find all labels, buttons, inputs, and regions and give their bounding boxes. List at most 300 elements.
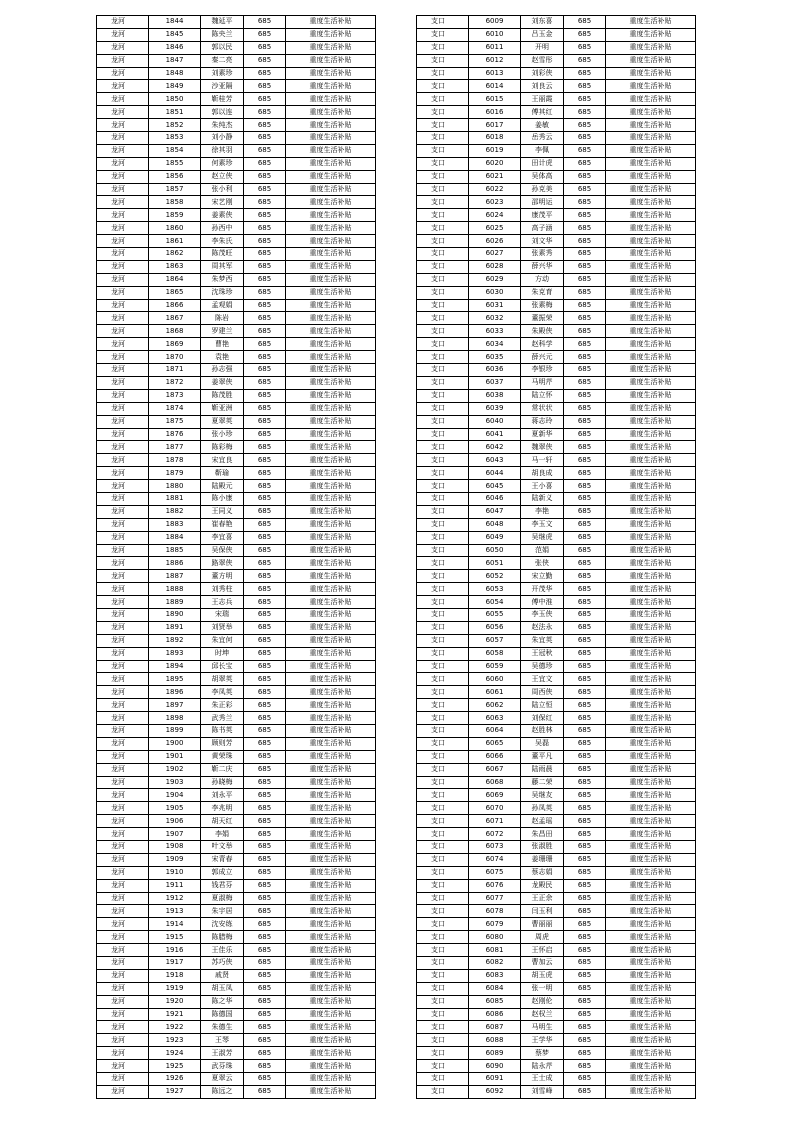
subsidy-type-cell: 重度生活补贴 (606, 634, 696, 647)
name-cell: 王怀启 (521, 944, 564, 957)
serial-number-cell: 6013 (469, 67, 521, 80)
region-cell: 支口 (417, 80, 469, 93)
name-cell: 姜素侠 (201, 209, 244, 222)
serial-number-cell: 6053 (469, 583, 521, 596)
amount-cell: 685 (564, 918, 606, 931)
table-row (97, 1008, 376, 1021)
table-row (97, 428, 376, 441)
serial-number-cell: 1851 (149, 106, 201, 119)
name-cell: 朱宜何 (201, 634, 244, 647)
subsidy-type-cell: 重度生活补贴 (606, 1047, 696, 1060)
amount-cell: 685 (244, 544, 286, 557)
table-row (97, 892, 376, 905)
region-cell: 龙河 (97, 1047, 149, 1060)
name-cell: 陈书英 (201, 724, 244, 737)
amount-cell: 685 (564, 828, 606, 841)
table-row (417, 428, 696, 441)
serial-number-cell: 1875 (149, 415, 201, 428)
name-cell: 周其军 (201, 260, 244, 273)
region-cell: 支口 (417, 376, 469, 389)
table-row (417, 750, 696, 763)
amount-cell: 685 (244, 518, 286, 531)
region-cell: 支口 (417, 1034, 469, 1047)
table-row (97, 454, 376, 467)
table-row (417, 957, 696, 970)
table-row (97, 957, 376, 970)
region-cell: 龙河 (97, 260, 149, 273)
serial-number-cell: 6028 (469, 260, 521, 273)
amount-cell: 685 (564, 737, 606, 750)
serial-number-cell: 6060 (469, 673, 521, 686)
region-cell: 支口 (417, 132, 469, 145)
table-row (417, 737, 696, 750)
serial-number-cell: 1920 (149, 995, 201, 1008)
region-cell: 龙河 (97, 415, 149, 428)
table-row (97, 338, 376, 351)
subsidy-type-cell: 重度生活补贴 (286, 16, 376, 29)
subsidy-type-cell: 重度生活补贴 (286, 544, 376, 557)
table-row (417, 789, 696, 802)
name-cell: 吴体高 (521, 170, 564, 183)
region-cell: 龙河 (97, 815, 149, 828)
name-cell: 钱君芬 (201, 879, 244, 892)
serial-number-cell: 1879 (149, 467, 201, 480)
serial-number-cell: 1884 (149, 531, 201, 544)
region-cell: 龙河 (97, 518, 149, 531)
serial-number-cell: 1886 (149, 557, 201, 570)
region-cell: 支口 (417, 106, 469, 119)
region-cell: 支口 (417, 802, 469, 815)
amount-cell: 685 (564, 660, 606, 673)
serial-number-cell: 6072 (469, 828, 521, 841)
name-cell: 刘永平 (201, 789, 244, 802)
name-cell: 刘良云 (521, 80, 564, 93)
serial-number-cell: 6055 (469, 608, 521, 621)
amount-cell: 685 (244, 209, 286, 222)
name-cell: 魏延平 (201, 16, 244, 29)
serial-number-cell: 1911 (149, 879, 201, 892)
serial-number-cell: 1860 (149, 222, 201, 235)
name-cell: 朱殿侠 (521, 325, 564, 338)
table-row (97, 93, 376, 106)
region-cell: 支口 (417, 673, 469, 686)
name-cell: 郭成立 (201, 866, 244, 879)
amount-cell: 685 (564, 351, 606, 364)
region-cell: 支口 (417, 428, 469, 441)
serial-number-cell: 1869 (149, 338, 201, 351)
name-cell: 姜敏 (521, 119, 564, 132)
name-cell: 李艳 (521, 505, 564, 518)
name-cell: 陈腊梅 (201, 931, 244, 944)
subsidy-type-cell: 重度生活补贴 (606, 621, 696, 634)
region-cell: 支口 (417, 351, 469, 364)
amount-cell: 685 (244, 467, 286, 480)
table-row (417, 196, 696, 209)
table-row (417, 712, 696, 725)
subsidy-type-cell: 重度生活补贴 (606, 802, 696, 815)
name-cell: 姜珊珊 (521, 853, 564, 866)
subsidy-type-cell: 重度生活补贴 (286, 351, 376, 364)
region-cell: 龙河 (97, 119, 149, 132)
amount-cell: 685 (244, 428, 286, 441)
serial-number-cell: 6083 (469, 969, 521, 982)
amount-cell: 685 (564, 325, 606, 338)
name-cell: 靳二庆 (201, 763, 244, 776)
table-row (97, 364, 376, 377)
amount-cell: 685 (564, 312, 606, 325)
serial-number-cell: 6038 (469, 389, 521, 402)
amount-cell: 685 (564, 931, 606, 944)
subsidy-type-cell: 重度生活补贴 (286, 660, 376, 673)
region-cell: 龙河 (97, 1021, 149, 1034)
table-row (417, 608, 696, 621)
region-cell: 龙河 (97, 1073, 149, 1086)
region-cell: 支口 (417, 260, 469, 273)
amount-cell: 685 (244, 67, 286, 80)
subsidy-type-cell: 重度生活补贴 (606, 1021, 696, 1034)
table-row (97, 80, 376, 93)
subsidy-type-cell: 重度生活补贴 (286, 776, 376, 789)
region-cell: 龙河 (97, 54, 149, 67)
name-cell: 王同义 (201, 505, 244, 518)
table-row (97, 1021, 376, 1034)
name-cell: 张一明 (521, 982, 564, 995)
name-cell: 藤二荣 (521, 776, 564, 789)
table-row (417, 531, 696, 544)
subsidy-type-cell: 重度生活补贴 (606, 1085, 696, 1098)
amount-cell: 685 (244, 480, 286, 493)
amount-cell: 685 (564, 583, 606, 596)
subsidy-type-cell: 重度生活补贴 (606, 480, 696, 493)
table-row (417, 853, 696, 866)
amount-cell: 685 (564, 54, 606, 67)
amount-cell: 685 (564, 286, 606, 299)
amount-cell: 685 (244, 647, 286, 660)
serial-number-cell: 6024 (469, 209, 521, 222)
serial-number-cell: 6016 (469, 106, 521, 119)
amount-cell: 685 (564, 634, 606, 647)
region-cell: 支口 (417, 299, 469, 312)
table-row (417, 54, 696, 67)
subsidy-type-cell: 重度生活补贴 (286, 325, 376, 338)
name-cell: 朱宇居 (201, 905, 244, 918)
region-cell: 支口 (417, 596, 469, 609)
subsidy-type-cell: 重度生活补贴 (606, 492, 696, 505)
table-row (97, 402, 376, 415)
serial-number-cell: 6021 (469, 170, 521, 183)
table-row (417, 106, 696, 119)
amount-cell: 685 (564, 222, 606, 235)
region-cell: 龙河 (97, 505, 149, 518)
region-cell: 龙河 (97, 699, 149, 712)
name-cell: 路翠侠 (201, 557, 244, 570)
amount-cell: 685 (564, 454, 606, 467)
region-cell: 龙河 (97, 647, 149, 660)
region-cell: 龙河 (97, 789, 149, 802)
serial-number-cell: 1912 (149, 892, 201, 905)
table-row (417, 312, 696, 325)
name-cell: 陈之华 (201, 995, 244, 1008)
subsidy-type-cell: 重度生活补贴 (286, 209, 376, 222)
amount-cell: 685 (244, 712, 286, 725)
region-cell: 龙河 (97, 325, 149, 338)
amount-cell: 685 (564, 647, 606, 660)
region-cell: 支口 (417, 1047, 469, 1060)
serial-number-cell: 1910 (149, 866, 201, 879)
table-row (97, 28, 376, 41)
region-cell: 支口 (417, 209, 469, 222)
name-cell: 闫玉利 (521, 905, 564, 918)
subsidy-type-cell: 重度生活补贴 (606, 273, 696, 286)
name-cell: 朱梦西 (201, 273, 244, 286)
region-cell: 龙河 (97, 402, 149, 415)
name-cell: 叶文举 (201, 841, 244, 854)
region-cell: 龙河 (97, 312, 149, 325)
table-row (97, 570, 376, 583)
amount-cell: 685 (244, 1085, 286, 1098)
serial-number-cell: 1889 (149, 596, 201, 609)
table-row (417, 944, 696, 957)
serial-number-cell: 1887 (149, 570, 201, 583)
subsidy-type-cell: 重度生活补贴 (286, 969, 376, 982)
serial-number-cell: 6073 (469, 841, 521, 854)
serial-number-cell: 6011 (469, 41, 521, 54)
table-row (97, 235, 376, 248)
serial-number-cell: 6029 (469, 273, 521, 286)
subsidy-type-cell: 重度生活补贴 (286, 80, 376, 93)
amount-cell: 685 (564, 673, 606, 686)
table-row (97, 441, 376, 454)
subsidy-type-cell: 重度生活补贴 (286, 737, 376, 750)
amount-cell: 685 (244, 1021, 286, 1034)
name-cell: 胡玉虎 (521, 969, 564, 982)
subsidy-type-cell: 重度生活补贴 (286, 286, 376, 299)
name-cell: 夏翠英 (201, 415, 244, 428)
amount-cell: 685 (244, 634, 286, 647)
region-cell: 支口 (417, 183, 469, 196)
region-cell: 龙河 (97, 841, 149, 854)
table-row (97, 286, 376, 299)
subsidy-type-cell: 重度生活补贴 (286, 995, 376, 1008)
subsidy-type-cell: 重度生活补贴 (286, 364, 376, 377)
region-cell: 支口 (417, 557, 469, 570)
region-cell: 支口 (417, 1021, 469, 1034)
subsidy-type-cell: 重度生活补贴 (606, 815, 696, 828)
serial-number-cell: 1913 (149, 905, 201, 918)
region-cell: 龙河 (97, 583, 149, 596)
amount-cell: 685 (564, 93, 606, 106)
amount-cell: 685 (244, 454, 286, 467)
subsidy-type-cell: 重度生活补贴 (606, 724, 696, 737)
amount-cell: 685 (564, 969, 606, 982)
serial-number-cell: 1854 (149, 144, 201, 157)
amount-cell: 685 (564, 879, 606, 892)
amount-cell: 685 (564, 209, 606, 222)
region-cell: 支口 (417, 570, 469, 583)
amount-cell: 685 (564, 724, 606, 737)
table-row (97, 132, 376, 145)
subsidy-type-cell: 重度生活补贴 (286, 763, 376, 776)
subsidy-type-cell: 重度生活补贴 (606, 918, 696, 931)
subsidy-type-cell: 重度生活补贴 (286, 492, 376, 505)
region-cell: 支口 (417, 918, 469, 931)
amount-cell: 685 (244, 918, 286, 931)
name-cell: 范娟 (521, 544, 564, 557)
serial-number-cell: 1858 (149, 196, 201, 209)
region-cell: 龙河 (97, 222, 149, 235)
region-cell: 支口 (417, 492, 469, 505)
serial-number-cell: 1903 (149, 776, 201, 789)
subsidy-type-cell: 重度生活补贴 (606, 892, 696, 905)
region-cell: 龙河 (97, 634, 149, 647)
name-cell: 高子涵 (521, 222, 564, 235)
table-row (97, 596, 376, 609)
region-cell: 支口 (417, 957, 469, 970)
table-row (417, 41, 696, 54)
subsidy-type-cell: 重度生活补贴 (286, 557, 376, 570)
amount-cell: 685 (564, 712, 606, 725)
subsidy-type-cell: 重度生活补贴 (286, 1021, 376, 1034)
region-cell: 支口 (417, 41, 469, 54)
table-row (97, 699, 376, 712)
serial-number-cell: 6067 (469, 763, 521, 776)
serial-number-cell: 6063 (469, 712, 521, 725)
region-cell: 支口 (417, 67, 469, 80)
name-cell: 田计虎 (521, 157, 564, 170)
table-row (417, 1060, 696, 1073)
table-row (417, 299, 696, 312)
region-cell: 龙河 (97, 480, 149, 493)
table-row (97, 312, 376, 325)
region-cell: 龙河 (97, 364, 149, 377)
region-cell: 支口 (417, 647, 469, 660)
table-row (97, 119, 376, 132)
subsidy-type-cell: 重度生活补贴 (286, 1060, 376, 1073)
table-row (97, 866, 376, 879)
table-row (97, 1073, 376, 1086)
region-cell: 龙河 (97, 16, 149, 29)
region-cell: 支口 (417, 660, 469, 673)
name-cell: 王淑芳 (201, 1047, 244, 1060)
serial-number-cell: 6019 (469, 144, 521, 157)
table-row (97, 183, 376, 196)
name-cell: 赵孟瑶 (521, 815, 564, 828)
serial-number-cell: 6045 (469, 480, 521, 493)
serial-number-cell: 1909 (149, 853, 201, 866)
amount-cell: 685 (564, 132, 606, 145)
region-cell: 龙河 (97, 660, 149, 673)
name-cell: 夏淑梅 (201, 892, 244, 905)
amount-cell: 685 (564, 531, 606, 544)
table-row (97, 931, 376, 944)
subsidy-type-cell: 重度生活补贴 (286, 235, 376, 248)
table-row (97, 1085, 376, 1098)
table-row (97, 1047, 376, 1060)
amount-cell: 685 (564, 518, 606, 531)
serial-number-cell: 1871 (149, 364, 201, 377)
region-cell: 龙河 (97, 1034, 149, 1047)
subsidy-type-cell: 重度生活补贴 (606, 260, 696, 273)
amount-cell: 685 (564, 338, 606, 351)
table-row (417, 325, 696, 338)
name-cell: 董方明 (201, 570, 244, 583)
name-cell: 王士成 (521, 1073, 564, 1086)
name-cell: 徐其羽 (201, 144, 244, 157)
region-cell: 支口 (417, 170, 469, 183)
name-cell: 陈岩 (201, 312, 244, 325)
serial-number-cell: 1902 (149, 763, 201, 776)
name-cell: 王小喜 (521, 480, 564, 493)
region-cell: 支口 (417, 969, 469, 982)
table-row (417, 492, 696, 505)
table-row (417, 815, 696, 828)
region-cell: 支口 (417, 441, 469, 454)
amount-cell: 685 (564, 621, 606, 634)
serial-number-cell: 6051 (469, 557, 521, 570)
name-cell: 宋艺刚 (201, 196, 244, 209)
serial-number-cell: 1900 (149, 737, 201, 750)
name-cell: 吴继友 (521, 789, 564, 802)
name-cell: 顾则芳 (201, 737, 244, 750)
amount-cell: 685 (244, 686, 286, 699)
region-cell: 支口 (417, 763, 469, 776)
amount-cell: 685 (244, 828, 286, 841)
region-cell: 龙河 (97, 737, 149, 750)
subsidy-type-cell: 重度生活补贴 (286, 673, 376, 686)
subsidy-type-cell: 重度生活补贴 (606, 931, 696, 944)
region-cell: 支口 (417, 982, 469, 995)
table-row (97, 492, 376, 505)
name-cell: 赵法永 (521, 621, 564, 634)
subsidy-type-cell: 重度生活补贴 (606, 1073, 696, 1086)
name-cell: 赵科学 (521, 338, 564, 351)
serial-number-cell: 6069 (469, 789, 521, 802)
region-cell: 龙河 (97, 235, 149, 248)
serial-number-cell: 1883 (149, 518, 201, 531)
table-row (417, 982, 696, 995)
table-row (417, 28, 696, 41)
serial-number-cell: 6084 (469, 982, 521, 995)
serial-number-cell: 6066 (469, 750, 521, 763)
region-cell: 龙河 (97, 995, 149, 1008)
table-row (417, 995, 696, 1008)
name-cell: 曹丽丽 (521, 918, 564, 931)
serial-number-cell: 6075 (469, 866, 521, 879)
serial-number-cell: 6065 (469, 737, 521, 750)
serial-number-cell: 6068 (469, 776, 521, 789)
table-row (417, 351, 696, 364)
table-row (417, 80, 696, 93)
subsidy-type-cell: 重度生活补贴 (606, 531, 696, 544)
region-cell: 龙河 (97, 531, 149, 544)
serial-number-cell: 6030 (469, 286, 521, 299)
subsidy-type-cell: 重度生活补贴 (286, 1034, 376, 1047)
amount-cell: 685 (244, 325, 286, 338)
table-row (97, 879, 376, 892)
table-row (417, 273, 696, 286)
region-cell: 龙河 (97, 196, 149, 209)
name-cell: 朱德生 (201, 1021, 244, 1034)
table-row (97, 724, 376, 737)
table-row (417, 170, 696, 183)
amount-cell: 685 (244, 157, 286, 170)
subsidy-type-cell: 重度生活补贴 (286, 750, 376, 763)
serial-number-cell: 6056 (469, 621, 521, 634)
region-cell: 支口 (417, 853, 469, 866)
serial-number-cell: 6015 (469, 93, 521, 106)
name-cell: 刘秀柱 (201, 583, 244, 596)
subsidy-type-cell: 重度生活补贴 (286, 853, 376, 866)
